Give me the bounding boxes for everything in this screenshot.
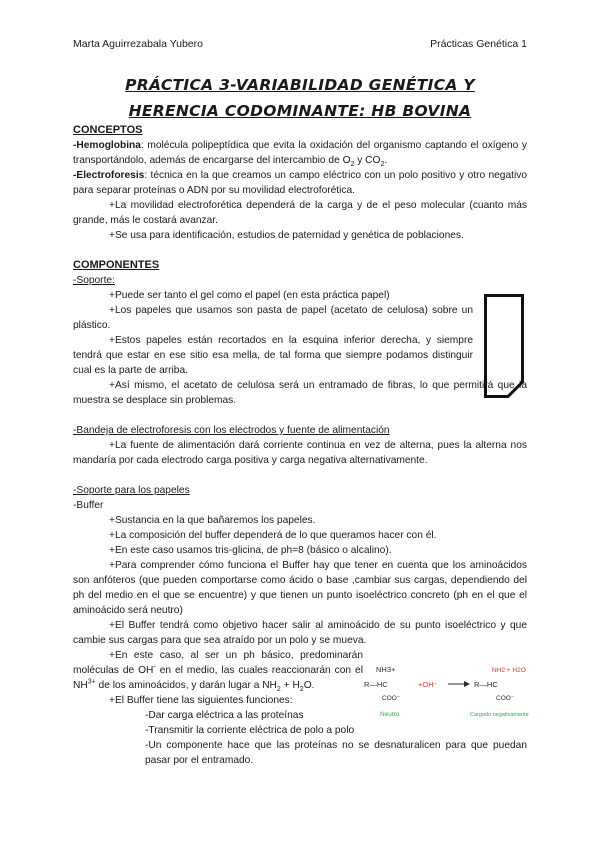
page-header — [73, 38, 527, 50]
buffer-function-3 — [73, 738, 527, 768]
document-title — [70, 72, 530, 124]
section-heading-conceptos: CONCEPTOS — [73, 124, 143, 136]
title-line-2: HERENCIA CODOMINANTE: HB BOVINA — [128, 102, 472, 120]
author-name: Marta Aguirrezabala Yubero — [73, 38, 203, 50]
subheading-bandeja: -Bandeja de electroforesis con los electrodos y fuente de alimentación — [73, 425, 390, 436]
soporte-item-1: +Puede ser tanto el gel como el papel (en esta práctica papel) — [109, 290, 390, 301]
chem-r-left: R—HC — [364, 680, 388, 689]
soporte-item-3: +Estos papeles están recortados en la esquina inferior derecha, y siempre tendrá que estar en ese sitio esa mella, de tal forma que siempre podamos distinguir cual es la parte de arriba. — [73, 335, 473, 376]
paper-strip-outline — [486, 296, 523, 397]
hemo-sub-1: 2 — [350, 161, 355, 169]
reaction-sketch — [362, 660, 530, 720]
buffer-function-3-text: -Un componente hace que las proteínas no se desnaturalicen para que puedan pasar por el entramado. — [145, 740, 527, 766]
bullet-usos: +Se usa para identificación, estudios de paternidad y genética de poblaciones. — [109, 230, 464, 241]
chem-nh3: NH3+ — [376, 665, 396, 674]
buffer-function-2: -Transmitir la corriente eléctrica de polo a polo — [145, 725, 355, 736]
chem-coo-right: COO⁻ — [496, 695, 515, 702]
buffer-item-7: +El Buffer tiene las siguientes funciones: — [109, 695, 293, 706]
electro-text: : técnica en la que creamos un campo eléctrico con un polo positivo y otro negativo para separar proteínas o ADN por su movilidad electroforética. — [73, 170, 527, 196]
chem-coo-left: COO⁻ — [382, 695, 401, 702]
soporte-item-2: +Los papeles que usamos son pasta de papel (acetato de celulosa) sobre un plástico. — [73, 305, 473, 331]
buffer-item-5: +El Buffer tendrá como objetivo hacer salir al aminoácido de su punto isoeléctrico y que cambie sus cargas para que sea atraído por un polo y se mueva. — [73, 620, 527, 646]
course-name: Prácticas Genética 1 — [430, 38, 527, 50]
subheading-soporte-papeles: -Soporte para los papeles — [73, 485, 190, 496]
bf6-sub-2: 2 — [299, 686, 304, 694]
buffer-item-2: +La composición del buffer dependerá de lo que queramos hacer con él. — [109, 530, 437, 541]
soporte-item-4: +Así mismo, el acetato de celulosa será un entramado de fibras, lo que permitirá que la muestra se desplace sin problemas. — [73, 380, 527, 406]
term-electroforesis: -Electroforesis — [73, 170, 145, 181]
hemo-text-c: . — [384, 155, 388, 166]
term-hemoglobina: -Hemoglobina — [73, 140, 141, 151]
bf6-e: O. — [303, 680, 315, 691]
bf6-sub-1: 2 — [276, 686, 281, 694]
buffer-function-1: -Dar carga eléctrica a las proteínas — [145, 710, 304, 721]
paper-strip-figure — [484, 294, 524, 398]
chem-plus-oh: +OH⁻ — [418, 680, 438, 689]
bf6-sup-1: - — [153, 663, 156, 671]
bf6-d: + H — [280, 680, 300, 691]
chem-r-right: R—HC — [474, 680, 498, 689]
chem-nh2-h2o: NH2 + H2O — [492, 667, 526, 674]
buffer-label: -Buffer — [73, 500, 104, 511]
buffer-item-4: +Para comprender cómo funciona el Buffer hay que tener en cuenta que los aminoácidos son anfóteros (que pueden comportarse como ácido o base ,cambiar sus cargas, dependiendo del ph del medio en el que se encuentre) y que tienen un punto isoeléctrico concreto (ph en el que el aminoácido será neutro) — [73, 560, 527, 616]
bf6-b: en el medio, las cuales reaccionarán con el NH — [73, 665, 363, 691]
subheading-soporte: -Soporte: — [73, 275, 115, 286]
bullet-movilidad: +La movilidad electroforética dependerá de la carga y de el peso molecular (cuanto más grande, más le costará avanzar. — [73, 200, 527, 226]
hemo-text-a: : molécula polipeptídica que evita la oxidación del organismo captando el oxígeno y transportándolo, además de encargarse del intercambio de O — [73, 140, 527, 166]
section-heading-componentes: COMPONENTES — [73, 259, 160, 271]
definition-electroforesis — [73, 168, 527, 198]
hemo-text-b: y CO — [354, 155, 381, 166]
hemo-sub-2: 2 — [380, 161, 385, 169]
bf6-a: +En este caso, al ser un ph básico, predominarán moléculas de OH — [73, 650, 363, 676]
bf6-c: de los aminoácidos, y darán lugar a NH — [95, 680, 277, 691]
definition-hemoglobina — [73, 138, 527, 168]
reaction-arrow-head — [464, 681, 470, 687]
buffer-item-6 — [73, 648, 363, 693]
label-neutral: Neutro — [380, 711, 400, 718]
buffer-item-1: +Sustancia en la que bañaremos los papeles. — [109, 515, 316, 526]
bandeja-text: +La fuente de alimentación dará corriente continua en vez de alterna, pues la alterna nos mandaría por cada electrodo carga positiva y carga negativa alternativamente. — [73, 440, 527, 466]
title-line-1: PRÁCTICA 3-VARIABILIDAD GENÉTICA Y — [125, 76, 475, 94]
bf6-sup-2: 3+ — [87, 678, 96, 686]
label-charged: Cargado negativamente — [470, 712, 529, 718]
buffer-item-3: +En este caso usamos tris-glicina, de ph=8 (básico o alcalino). — [109, 545, 392, 556]
